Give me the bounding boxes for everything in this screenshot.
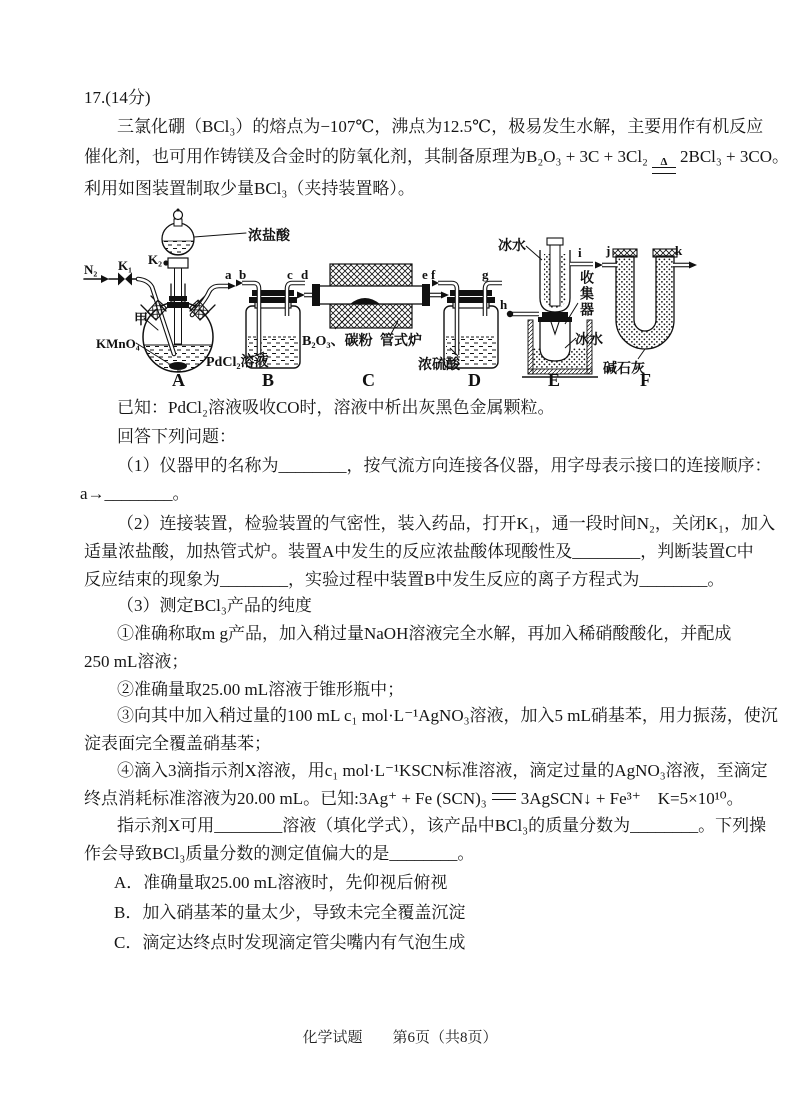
reaction-condition-equals	[652, 157, 676, 174]
known-info: 已知：PdCl₂溶液吸收CO时，溶液中析出灰黑色金属颗粒。	[117, 398, 555, 417]
q3-step3-line-2: 淀表面完全覆盖硝基苯；	[84, 734, 271, 753]
soda-lime-label: 碱石灰	[603, 362, 645, 377]
q3-step1-line-1: ①准确称取m g产品，加入稍过量NaOH溶液完全水解，再加入稀硝酸酸化，并配成	[117, 624, 732, 643]
q3-step1-line-2: 250 mL溶液；	[84, 652, 189, 671]
option-C: C．滴定达终点时发现滴定管尖嘴内有气泡生成	[114, 933, 466, 952]
question-1	[80, 452, 772, 508]
q3-step-2	[84, 676, 744, 704]
question-3-title-block	[84, 592, 744, 620]
q3-title: （3）测定BCl₃产品的纯度	[117, 596, 312, 615]
device-letter-F: F	[640, 370, 651, 390]
question-number-block	[84, 84, 744, 112]
intro-line2-pre: 催化剂，也可用作铸镁及合金时的防氧化剂，其制备原理为B₂O₃ + 3C + 3Cl₂	[84, 147, 648, 166]
intro-line-2	[84, 142, 790, 174]
device-letter-A: A	[172, 370, 185, 390]
option-A: A．准确量取25.00 mL溶液时，先仰视后俯视	[114, 873, 448, 892]
equation-double-line	[492, 793, 516, 800]
q3-step-1	[84, 620, 744, 676]
intro-line2-post: 2BCl₃ + 3CO。	[679, 147, 790, 166]
q3-indicator-line-1: 指示剂X可用________溶液（填化学式），该产品中BCl₃的质量分数为________。下列操	[117, 816, 767, 835]
q3-step-3	[84, 702, 778, 758]
port-c-label: c	[287, 267, 293, 282]
intro-line-3: 利用如图装置制取少量BCl₃（夹持装置略）。	[84, 179, 415, 198]
q3-options	[84, 868, 744, 958]
q3-indicator-line-2: 作会导致BCl₃质量分数的测定值偏大的是________。	[84, 844, 475, 863]
tube-furnace-label: 管式炉	[380, 334, 422, 349]
port-k-label: k	[675, 243, 683, 258]
h2so4-label: 浓硫酸	[418, 358, 460, 373]
flask-jia-label: 甲	[134, 313, 148, 328]
q2-line-1: （2）连接装置，检验装置的气密性，装入药品，打开K₁，通一段时间N₂，关闭K₁，加入	[117, 514, 776, 533]
kmno4-label: KMnO₄	[96, 336, 140, 351]
q3-step4-line-1: ④滴入3滴指示剂X溶液，用c₁ mol·L⁻¹KSCN标准溶液，滴定过量的AgNO₃溶液，至滴定	[117, 761, 768, 780]
q3-indicator	[84, 812, 767, 868]
q2-line-3: 反应结束的现象为________，实验过程中装置B中发生反应的离子方程式为________。	[84, 570, 725, 589]
double-bond-line	[652, 167, 676, 174]
ice-water-bottom-label: 冰水	[575, 333, 603, 348]
pdcl2-solution-label: PdCl₂溶液	[206, 355, 269, 370]
port-h-label: h	[500, 297, 508, 312]
port-e-label: e	[422, 267, 428, 282]
device-letter-E: E	[548, 370, 561, 390]
delta-symbol: Δ	[660, 156, 668, 168]
q2-line-2: 适量浓盐酸，加热管式炉。装置A中发生的反应浓盐酸体现酸性及________，判断装置C中	[84, 542, 754, 561]
q1-line-1: （1）仪器甲的名称为________，按气流方向连接各仪器，用字母表示接口的连接顺序：	[117, 456, 772, 475]
q3-step4-line-2	[84, 785, 744, 813]
answer-prompt-block	[84, 423, 744, 451]
device-letter-D: D	[468, 370, 481, 390]
port-b-label: b	[239, 267, 247, 282]
device-letter-B: B	[262, 370, 275, 390]
device-F-shapes	[595, 249, 697, 359]
k1-valve-label: K₁	[118, 258, 133, 273]
q3-step2-line: ②准确量取25.00 mL溶液于锥形瓶中；	[117, 680, 405, 699]
intro-paragraph	[84, 112, 790, 204]
collector-label: 收集器	[578, 270, 593, 318]
port-d-label: d	[301, 267, 309, 282]
port-i-label: i	[578, 245, 582, 260]
port-j-label: j	[606, 243, 611, 258]
port-g-label: g	[482, 267, 489, 282]
q1-line-2: a→________。	[80, 484, 190, 503]
question-2	[84, 510, 776, 594]
ice-water-top-label: 冰水	[498, 239, 526, 254]
q3-step-4	[84, 757, 768, 813]
known-info-block	[84, 394, 744, 422]
hcl-label: 浓盐酸	[248, 229, 290, 244]
q3-step4-line2-pre: 终点消耗标准溶液为20.00 mL。已知:3Ag⁺ + Fe (SCN)₃	[84, 789, 487, 808]
q3-step3-line-1: ③向其中加入稍过量的100 mL c₁ mol·L⁻¹AgNO₃溶液，加入5 mL硝基苯，用力振荡，使沉	[117, 706, 778, 725]
device-letter-C: C	[362, 370, 375, 390]
b2o3-carbon-label: B₂O₃、碳粉	[302, 334, 373, 349]
apparatus-diagram	[78, 208, 738, 406]
k2-valve-label: K₂	[148, 252, 163, 267]
answer-prompt: 回答下列问题：	[117, 427, 236, 446]
question-number: 17.(14分)	[84, 88, 151, 107]
option-B: B．加入硝基苯的量太少，导致未完全覆盖沉淀	[114, 903, 466, 922]
q3-step4-line2-post: 3AgSCN↓ + Fe³⁺ K=5×10¹⁰。	[520, 789, 744, 808]
port-a-label: a	[225, 267, 232, 282]
port-f-label: f	[431, 267, 436, 282]
n2-label: N₂	[84, 262, 98, 277]
page-footer: 化学试题 第6页（共8页）	[302, 1030, 498, 1046]
intro-line-1: 三氯化硼（BCl₃）的熔点为−107℃，沸点为12.5℃，极易发生水解，主要用作有机反应	[117, 117, 764, 136]
